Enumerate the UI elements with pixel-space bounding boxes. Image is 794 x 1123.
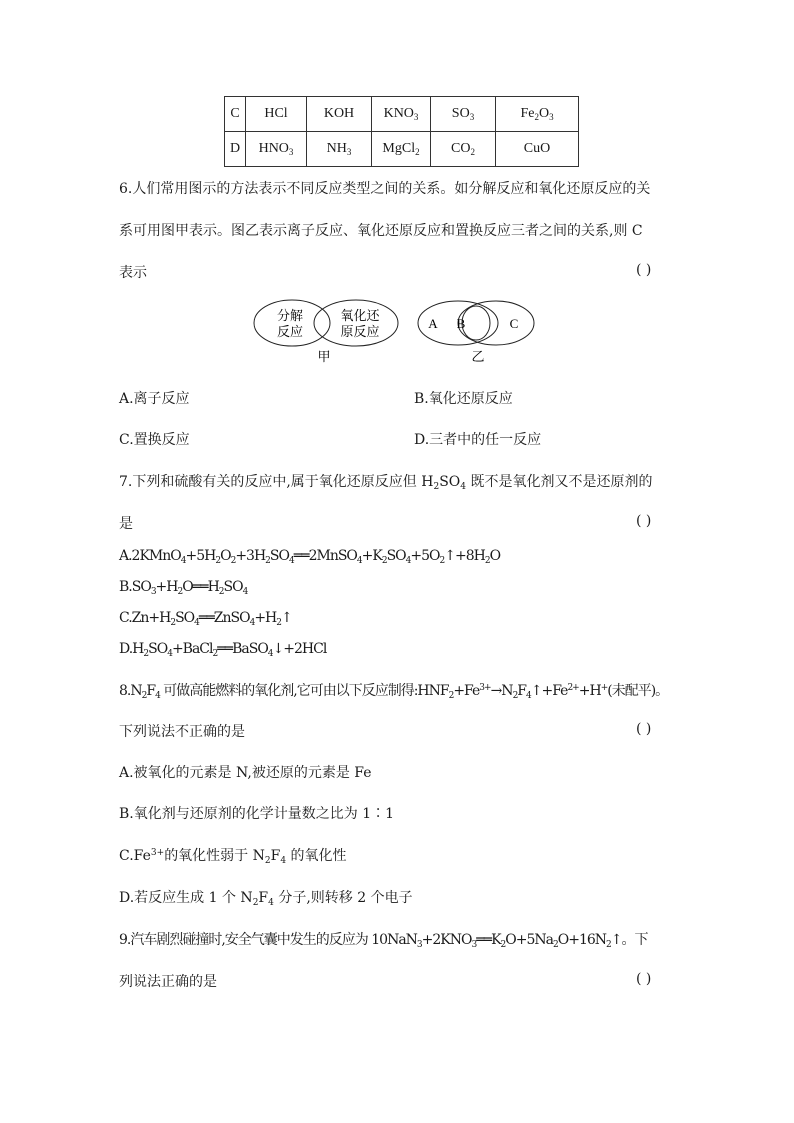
table-cell: $HNO_3$ [246,132,307,167]
q9-stem-line1: 9.汽车剧烈碰撞时,安全气囊中发生的反应为 $10NaN_3+2KNO_3══K_2O+5Na_2O+16N_2↑$。下 [119,932,648,950]
label-c: C [509,316,519,331]
table-cell: $KNO_3$ [372,97,431,132]
q8-stem-line2: 下列说法不正确的是 [119,724,245,740]
q9-answer-blank: ( ) [636,971,652,987]
table-row [225,132,579,167]
reagent-table [224,96,579,167]
label-b: B [456,316,466,331]
table-cell: $SO_3$ [431,97,496,132]
q6-stem-line2: 系可用图甲表示。图乙表示离子反应、氧化还原反应和置换反应三者之间的关系,则 C [119,223,643,239]
q7-stem-line2: 是 [119,516,133,532]
q6-option-a[interactable]: A.离子反应 [119,391,190,407]
row-label: C [225,97,246,132]
jia-right-text-1: 氧化还 [340,309,380,324]
table-cell: $CO_2$ [431,132,496,167]
diagram-yi [418,301,534,365]
q7-option-b[interactable]: $B.SO_3+H_2O══H_2SO_4$ [119,579,248,597]
circle-b [462,306,490,340]
q6-stem-line3: 表示 [119,265,147,281]
q9-stem-line2: 列说法正确的是 [119,974,217,990]
q8-stem-line1: $8.N_2F_4$ 可做高能燃料的氧化剂,它可由以下反应制得$:HNF_2+Fe^{3+}\to N_2F_4↑+Fe^{2+}+H^+$(未配平)。 [119,683,669,701]
q6-option-d[interactable]: D.三者中的任一反应 [414,432,542,448]
diagram-jia [254,300,398,365]
q6-diagrams [240,296,560,368]
table-cell: MgCl$_2$ [372,132,431,167]
jia-right-text-2: 原反应 [340,325,380,340]
q8-answer-blank: ( ) [636,721,652,737]
table-cell: CuO [496,132,579,167]
jia-left-text-2: 反应 [276,325,304,340]
circle-c [458,301,534,345]
jia-label: 甲 [317,350,331,365]
q7-stem-line1: 7.下列和硫酸有关的反应中,属于氧化还原反应但 $H_2SO_4$ 既不是氧化剂又不是还原剂的 [119,474,653,492]
yi-label: 乙 [471,350,485,365]
q6-answer-blank: ( ) [636,262,652,278]
q8-option-b[interactable]: B.氧化剂与还原剂的化学计量数之比为 1∶1 [119,806,395,822]
q7-option-c[interactable]: $C.Zn+H_2SO_4══ZnSO_4+H_2↑$ [119,610,292,628]
q8-option-d[interactable]: D.若反应生成 1 个 $N_2F_4$ 分子,则转移 2 个电子 [119,890,413,908]
table-row [225,97,579,132]
table-cell: $NH_3$ [307,132,372,167]
row-label: D [225,132,246,167]
table-cell: $Fe_2O_3$ [496,97,579,132]
table-cell: KOH [307,97,372,132]
q7-option-a[interactable]: $A.2KMnO_4+5H_2O_2+3H_2SO_4══2MnSO_4+K_2SO_4+5O_2↑+8H_2O$ [119,548,501,566]
jia-left-text-1: 分解 [276,309,304,324]
q6-option-c[interactable]: C.置换反应 [119,432,190,448]
q6-option-b[interactable]: B.氧化还原反应 [414,391,513,407]
q7-option-d[interactable]: $D.H_2SO_4+BaCl_2══BaSO_4↓+2HCl$ [119,641,327,659]
q6-stem-line1: 6.人们常用图示的方法表示不同反应类型之间的关系。如分解反应和氧化还原反应的关 [119,181,651,197]
table-cell: HCl [246,97,307,132]
label-a: A [428,316,438,331]
q7-answer-blank: ( ) [636,513,652,529]
q8-option-a[interactable]: A.被氧化的元素是 N,被还原的元素是 Fe [119,765,372,781]
q8-option-c[interactable]: $C.Fe^{3+}$的氧化性弱于 $N_2F_4$ 的氧化性 [119,848,347,866]
